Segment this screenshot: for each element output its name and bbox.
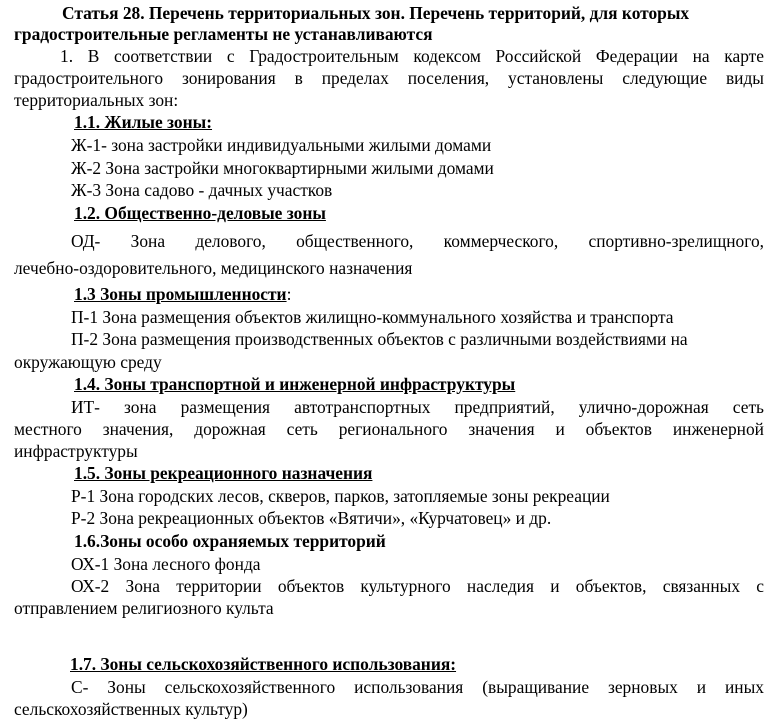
zone-item-continuation: лечебно-оздоровительного, медицинского назначения bbox=[14, 257, 413, 278]
zone-item: Ж-3 Зона садово - дачных участков bbox=[71, 180, 333, 200]
zone-item: П-1 Зона размещения объектов жилищно-коммунального хозяйства и транспорта bbox=[71, 306, 674, 327]
zone-item: ОХ-1 Зона лесного фонда bbox=[71, 553, 261, 574]
zone-item: ОД- Зона делового, общественного, коммерческого, спортивно-зрелищного, bbox=[71, 230, 764, 251]
section-heading-public-business: 1.2. Общественно-деловые зоны bbox=[74, 202, 326, 223]
article-title bbox=[14, 3, 764, 45]
zone-item: Р-2 Зона рекреационных объектов «Вятичи», «Курчатовец» и др. bbox=[71, 508, 552, 528]
zone-item-continuation: инфраструктуры bbox=[14, 440, 138, 461]
document-page bbox=[14, 0, 764, 720]
article-title-line-2: градостроительные регламенты не устанавливаются bbox=[14, 24, 433, 44]
zone-item-continuation: отправлением религиозного культа bbox=[14, 598, 274, 618]
zone-item: П-2 Зона размещения производственных объектов с различными воздействиями на bbox=[71, 329, 688, 349]
zone-item-continuation: сельскохозяйственных культур) bbox=[14, 699, 248, 719]
article-title-line-1: Статья 28. Перечень территориальных зон. Перечень территорий, для которых bbox=[62, 3, 690, 23]
section-heading-agricultural: 1.7. Зоны сельскохозяйственного использования: bbox=[70, 654, 457, 674]
zone-item: Р-1 Зона городских лесов, скверов, парков, затопляемые зоны рекреации bbox=[71, 485, 610, 506]
section-heading-recreation: 1.5. Зоны рекреационного назначения bbox=[74, 462, 373, 483]
zone-item-continuation: местного значения, дорожная сеть регионального значения и объектов инженерной bbox=[14, 418, 764, 439]
zone-item: ОХ-2 Зона территории объектов культурного наследия и объектов, связанных с bbox=[71, 576, 764, 596]
intro-line-3: территориальных зон: bbox=[14, 90, 179, 110]
intro-line-2: градостроительного зонирования в пределах поселения, установлены следующие виды bbox=[14, 68, 764, 88]
section-heading-protected-areas: 1.6.Зоны особо охраняемых территорий bbox=[74, 530, 386, 551]
section-heading-industrial: 1.3 Зоны промышленности: bbox=[74, 283, 292, 304]
section-heading-transport-infrastructure: 1.4. Зоны транспортной и инженерной инфраструктуры bbox=[74, 373, 516, 394]
intro-line-1: 1. В соответствии с Градостроительным кодексом Российской Федерации на карте bbox=[60, 46, 764, 66]
blank-line bbox=[14, 619, 764, 641]
section-heading-residential: 1.1. Жилые зоны: bbox=[74, 112, 213, 132]
zone-item: Ж-1- зона застройки индивидуальными жилыми домами bbox=[71, 135, 492, 155]
zone-item: Ж-2 Зона застройки многоквартирными жилыми домами bbox=[71, 157, 494, 178]
zone-item: С- Зоны сельскохозяйственного использования (выращивание зерновых и иных bbox=[71, 677, 764, 697]
zone-item: ИТ- зона размещения автотранспортных предприятий, улично-дорожная сеть bbox=[71, 396, 764, 417]
zone-item-continuation: окружающую среду bbox=[14, 351, 162, 372]
